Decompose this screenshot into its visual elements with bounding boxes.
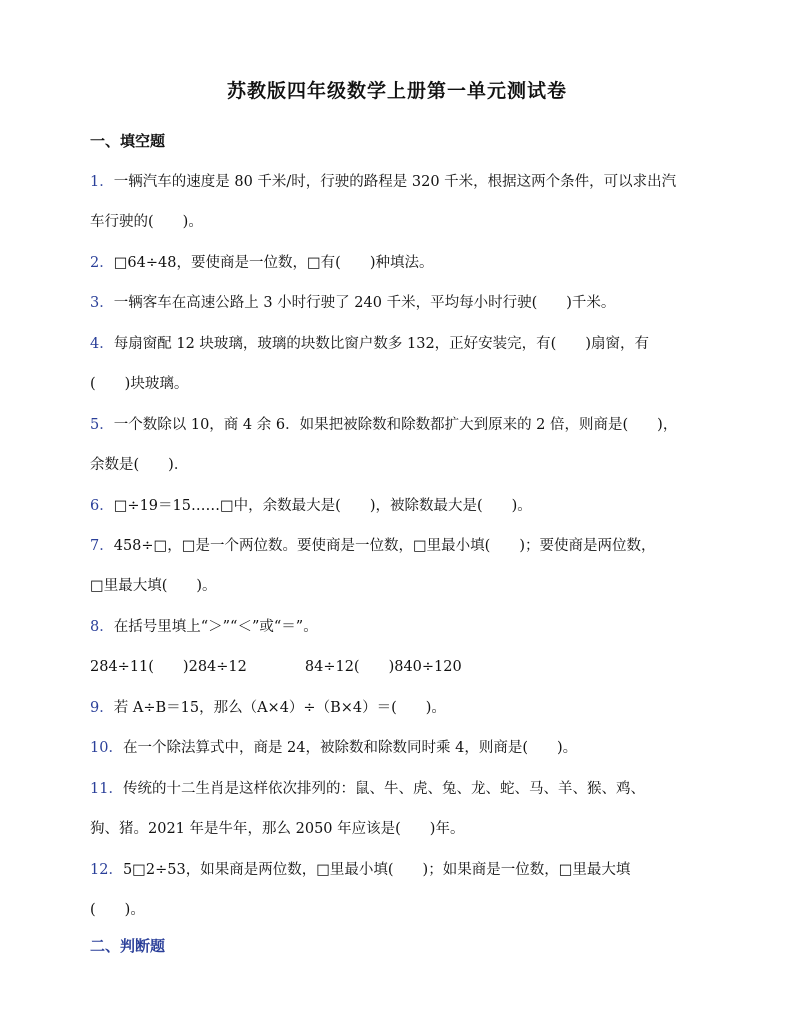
question-4-cont [90, 372, 188, 393]
question-text: 传统的十二生肖是这样依次排列的：鼠、牛、虎、兔、龙、蛇、马、羊、猴、鸡、 [122, 781, 645, 797]
question-number: 8． [90, 619, 114, 635]
question-number: 1． [90, 174, 114, 190]
question-11 [90, 777, 645, 798]
section-heading-true-false: 二、判断题 [90, 937, 166, 955]
page-title: 苏教版四年级数学上册第一单元测试卷 [226, 80, 567, 102]
section-heading-fill-blank: 一、填空题 [90, 132, 166, 150]
question-5-cont [90, 453, 188, 474]
question-9 [90, 696, 446, 717]
question-text: 在一个除法算式中，商是 24，被除数和除数同时乘 4，则商是( )。 [122, 740, 578, 756]
question-6 [90, 494, 532, 515]
question-number: 5． [90, 417, 114, 433]
question-text: 5□2÷53，如果商是两位数，□里最小填( )；如果商是一位数，□里最大填 [122, 862, 631, 878]
question-1-cont [90, 210, 203, 231]
question-4 [90, 332, 649, 353]
question-number: 7． [90, 538, 114, 554]
question-text: □64÷48，要使商是一位数，□有( )种填法。 [113, 255, 434, 271]
question-8 [90, 615, 318, 636]
question-11-cont [90, 817, 464, 838]
question-8-cont [90, 655, 462, 676]
question-text: 车行驶的( )。 [90, 214, 203, 230]
question-text: □里最大填( )。 [90, 578, 217, 594]
question-7 [90, 534, 655, 555]
question-text: 狗、猪。2021 年是牛年，那么 2050 年应该是( )年。 [90, 821, 465, 837]
question-text: □÷19＝15……□中，余数最大是( )，被除数最大是( )。 [113, 498, 532, 514]
question-2 [90, 251, 434, 272]
question-number: 12． [90, 862, 123, 878]
question-text: 若 A÷B＝15，那么（A×4）÷（B×4）＝( )。 [113, 700, 446, 716]
question-number: 6． [90, 498, 114, 514]
question-number: 11． [90, 781, 123, 797]
question-text: 一辆客车在高速公路上 3 小时行驶了 240 千米，平均每小时行驶( )千米。 [113, 295, 616, 311]
question-number: 2． [90, 255, 114, 271]
question-text: ( )块玻璃。 [90, 376, 189, 392]
question-number: 9． [90, 700, 114, 716]
question-text: 在括号里填上“＞”“＜”或“＝”。 [113, 619, 318, 635]
question-10 [90, 736, 577, 757]
question-text: 一辆汽车的速度是 80 千米/时，行驶的路程是 320 千米，根据这两个条件，可以求出汽 [113, 174, 677, 190]
question-number: 10． [90, 740, 123, 756]
question-text: 284÷11( )284÷12 84÷12( )840÷120 [90, 659, 462, 675]
question-text: ( )。 [90, 902, 145, 918]
question-text: 每扇窗配 12 块玻璃，玻璃的块数比窗户数多 132，正好安装完，有( )扇窗，有 [113, 336, 649, 352]
question-7-cont [90, 574, 217, 595]
question-text: 一个数除以 10，商 4 余 6．如果把被除数和除数都扩大到原来的 2 倍，则商是( )， [113, 417, 678, 433]
question-number: 4． [90, 336, 114, 352]
question-12 [90, 858, 630, 879]
question-text: 458÷□，□是一个两位数。要使商是一位数，□里最小填( )；要使商是两位数， [113, 538, 656, 554]
question-3 [90, 291, 615, 312]
question-1 [90, 170, 676, 191]
question-text: 余数是( )． [90, 457, 189, 473]
question-12-cont [90, 898, 145, 919]
question-number: 3． [90, 295, 114, 311]
question-5 [90, 413, 677, 434]
